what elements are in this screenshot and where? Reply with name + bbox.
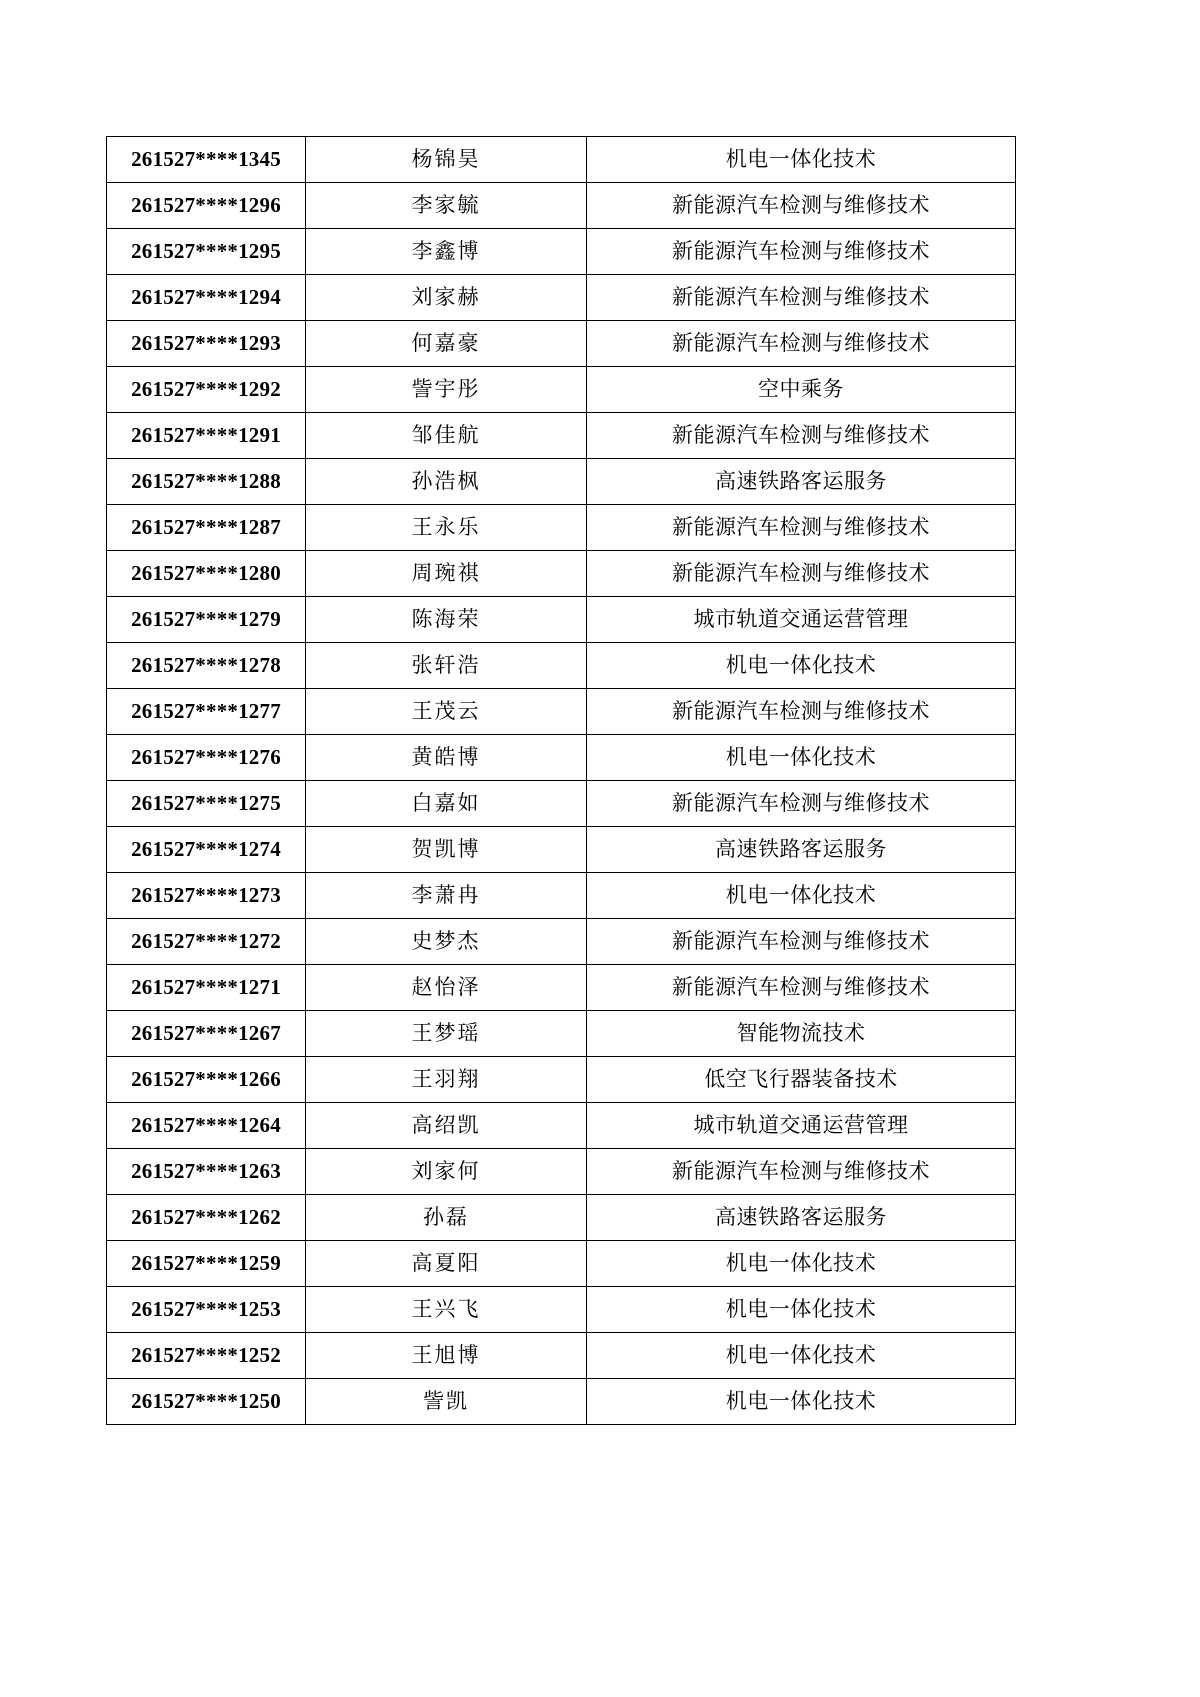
cell-id-number: 261527****1266 (107, 1057, 306, 1103)
cell-id-number: 261527****1280 (107, 551, 306, 597)
roster-table-container (106, 136, 976, 1425)
cell-id-number: 261527****1291 (107, 413, 306, 459)
cell-major: 新能源汽车检测与维修技术 (587, 321, 1016, 367)
cell-major: 新能源汽车检测与维修技术 (587, 1149, 1016, 1195)
cell-major: 高速铁路客运服务 (587, 827, 1016, 873)
cell-major: 新能源汽车检测与维修技术 (587, 413, 1016, 459)
cell-major: 新能源汽车检测与维修技术 (587, 551, 1016, 597)
cell-id-number: 261527****1296 (107, 183, 306, 229)
cell-major: 机电一体化技术 (587, 1287, 1016, 1333)
cell-major: 机电一体化技术 (587, 735, 1016, 781)
table-row (107, 551, 1016, 597)
cell-id-number: 261527****1273 (107, 873, 306, 919)
cell-major: 新能源汽车检测与维修技术 (587, 505, 1016, 551)
cell-student-name: 王旭博 (306, 1333, 587, 1379)
cell-major: 机电一体化技术 (587, 873, 1016, 919)
cell-major: 机电一体化技术 (587, 1333, 1016, 1379)
cell-id-number: 261527****1292 (107, 367, 306, 413)
table-row (107, 1149, 1016, 1195)
cell-major: 低空飞行器装备技术 (587, 1057, 1016, 1103)
table-row (107, 1057, 1016, 1103)
cell-id-number: 261527****1262 (107, 1195, 306, 1241)
table-row (107, 1287, 1016, 1333)
cell-student-name: 高绍凯 (306, 1103, 587, 1149)
table-row (107, 919, 1016, 965)
cell-id-number: 261527****1295 (107, 229, 306, 275)
cell-student-name: 李萧冉 (306, 873, 587, 919)
cell-id-number: 261527****1250 (107, 1379, 306, 1425)
cell-id-number: 261527****1272 (107, 919, 306, 965)
cell-major: 城市轨道交通运营管理 (587, 597, 1016, 643)
cell-major: 智能物流技术 (587, 1011, 1016, 1057)
cell-major: 机电一体化技术 (587, 1379, 1016, 1425)
cell-student-name: 陈海荣 (306, 597, 587, 643)
table-row (107, 827, 1016, 873)
cell-major: 机电一体化技术 (587, 1241, 1016, 1287)
cell-major: 新能源汽车检测与维修技术 (587, 183, 1016, 229)
cell-major: 高速铁路客运服务 (587, 459, 1016, 505)
cell-id-number: 261527****1287 (107, 505, 306, 551)
cell-id-number: 261527****1279 (107, 597, 306, 643)
roster-table-body (107, 137, 1016, 1425)
cell-student-name: 白嘉如 (306, 781, 587, 827)
table-row (107, 781, 1016, 827)
table-row (107, 275, 1016, 321)
cell-id-number: 261527****1345 (107, 137, 306, 183)
cell-student-name: 黄皓博 (306, 735, 587, 781)
table-row (107, 367, 1016, 413)
cell-student-name: 杨锦昊 (306, 137, 587, 183)
cell-id-number: 261527****1275 (107, 781, 306, 827)
table-row (107, 505, 1016, 551)
cell-student-name: 李鑫博 (306, 229, 587, 275)
cell-student-name: 李家毓 (306, 183, 587, 229)
table-row (107, 965, 1016, 1011)
table-row (107, 183, 1016, 229)
cell-student-name: 王梦瑶 (306, 1011, 587, 1057)
cell-student-name: 王羽翔 (306, 1057, 587, 1103)
cell-id-number: 261527****1288 (107, 459, 306, 505)
cell-id-number: 261527****1278 (107, 643, 306, 689)
cell-id-number: 261527****1252 (107, 1333, 306, 1379)
cell-student-name: 訾凯 (306, 1379, 587, 1425)
cell-student-name: 王永乐 (306, 505, 587, 551)
cell-student-name: 贺凯博 (306, 827, 587, 873)
cell-id-number: 261527****1259 (107, 1241, 306, 1287)
cell-major: 新能源汽车检测与维修技术 (587, 919, 1016, 965)
table-row (107, 1379, 1016, 1425)
cell-student-name: 刘家何 (306, 1149, 587, 1195)
cell-student-name: 邹佳航 (306, 413, 587, 459)
table-row (107, 597, 1016, 643)
cell-student-name: 王兴飞 (306, 1287, 587, 1333)
cell-major: 新能源汽车检测与维修技术 (587, 275, 1016, 321)
table-row (107, 643, 1016, 689)
cell-student-name: 周琬祺 (306, 551, 587, 597)
table-row (107, 413, 1016, 459)
table-row (107, 137, 1016, 183)
table-row (107, 459, 1016, 505)
cell-id-number: 261527****1274 (107, 827, 306, 873)
cell-student-name: 史梦杰 (306, 919, 587, 965)
cell-student-name: 赵怡泽 (306, 965, 587, 1011)
cell-student-name: 王茂云 (306, 689, 587, 735)
cell-student-name: 高夏阳 (306, 1241, 587, 1287)
table-row (107, 321, 1016, 367)
cell-student-name: 孙磊 (306, 1195, 587, 1241)
cell-student-name: 张轩浩 (306, 643, 587, 689)
cell-id-number: 261527****1293 (107, 321, 306, 367)
cell-id-number: 261527****1271 (107, 965, 306, 1011)
cell-id-number: 261527****1264 (107, 1103, 306, 1149)
cell-major: 新能源汽车检测与维修技术 (587, 689, 1016, 735)
table-row (107, 689, 1016, 735)
cell-major: 空中乘务 (587, 367, 1016, 413)
table-row (107, 1103, 1016, 1149)
table-row (107, 229, 1016, 275)
table-row (107, 1333, 1016, 1379)
cell-major: 高速铁路客运服务 (587, 1195, 1016, 1241)
roster-table (106, 136, 1016, 1425)
cell-id-number: 261527****1263 (107, 1149, 306, 1195)
cell-id-number: 261527****1294 (107, 275, 306, 321)
cell-id-number: 261527****1267 (107, 1011, 306, 1057)
table-row (107, 1241, 1016, 1287)
table-row (107, 735, 1016, 781)
cell-major: 城市轨道交通运营管理 (587, 1103, 1016, 1149)
cell-student-name: 訾宇彤 (306, 367, 587, 413)
cell-id-number: 261527****1276 (107, 735, 306, 781)
table-row (107, 1195, 1016, 1241)
cell-id-number: 261527****1277 (107, 689, 306, 735)
cell-id-number: 261527****1253 (107, 1287, 306, 1333)
cell-student-name: 何嘉豪 (306, 321, 587, 367)
cell-major: 新能源汽车检测与维修技术 (587, 965, 1016, 1011)
cell-major: 新能源汽车检测与维修技术 (587, 781, 1016, 827)
cell-major: 新能源汽车检测与维修技术 (587, 229, 1016, 275)
table-row (107, 1011, 1016, 1057)
cell-student-name: 孙浩枫 (306, 459, 587, 505)
cell-student-name: 刘家赫 (306, 275, 587, 321)
cell-major: 机电一体化技术 (587, 643, 1016, 689)
cell-major: 机电一体化技术 (587, 137, 1016, 183)
table-row (107, 873, 1016, 919)
